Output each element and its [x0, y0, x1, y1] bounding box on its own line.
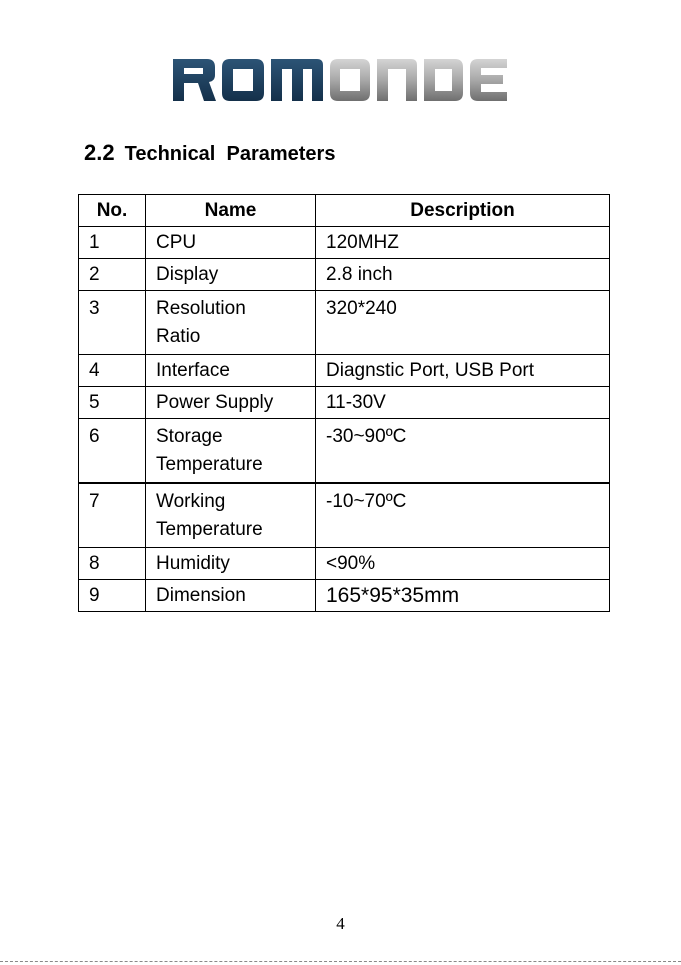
table-row — [79, 548, 610, 580]
table-row — [79, 387, 610, 419]
cell-name-line: Working — [156, 491, 226, 512]
cell-no: 2 — [79, 259, 146, 291]
cell-description: 320*240 — [316, 291, 610, 355]
cell-no: 6 — [79, 419, 146, 484]
cell-name-line: Temperature — [156, 454, 263, 475]
section-title: Technical Parameters — [124, 143, 336, 165]
table-row — [79, 483, 610, 548]
cell-description: 11-30V — [316, 387, 610, 419]
cell-name — [146, 419, 316, 484]
header-no: No. — [79, 195, 146, 227]
cell-description: -30~90ºC — [316, 419, 610, 484]
header-name: Name — [146, 195, 316, 227]
table-row — [79, 259, 610, 291]
cell-name — [146, 483, 316, 548]
cell-description: -10~70ºC — [316, 483, 610, 548]
cell-name: Dimension — [146, 580, 316, 612]
section-number: 2.2 — [84, 140, 115, 165]
cell-description: Diagnstic Port, USB Port — [316, 355, 610, 387]
cell-name: Display — [146, 259, 316, 291]
page-number: 4 — [336, 914, 345, 933]
cell-name-line: Storage — [156, 426, 223, 447]
table-row — [79, 419, 610, 484]
table-row — [79, 580, 610, 612]
table-row — [79, 227, 610, 259]
cell-description: 120MHZ — [316, 227, 610, 259]
cell-no: 3 — [79, 291, 146, 355]
technical-parameters-table — [78, 194, 610, 612]
cell-no: 7 — [79, 483, 146, 548]
cell-no: 5 — [79, 387, 146, 419]
cell-name — [146, 291, 316, 355]
cell-no: 8 — [79, 548, 146, 580]
cell-description: 165*95*35mm — [316, 580, 610, 612]
cell-name: Interface — [146, 355, 316, 387]
cell-name: Humidity — [146, 548, 316, 580]
page-bottom-rule — [0, 961, 681, 962]
cell-name: Power Supply — [146, 387, 316, 419]
cell-name: CPU — [146, 227, 316, 259]
cell-name-line: Ratio — [156, 326, 201, 347]
cell-no: 1 — [79, 227, 146, 259]
table-header-row — [79, 195, 610, 227]
cell-name-line: Temperature — [156, 519, 263, 540]
table-row — [79, 291, 610, 355]
cell-description: <90% — [316, 548, 610, 580]
table-row — [79, 355, 610, 387]
section-heading — [84, 140, 335, 166]
cell-description: 2.8 inch — [316, 259, 610, 291]
cell-no: 9 — [79, 580, 146, 612]
header-description: Description — [316, 195, 610, 227]
romondes-logo — [173, 59, 507, 101]
cell-no: 4 — [79, 355, 146, 387]
cell-name-line: Resolution — [156, 298, 246, 319]
